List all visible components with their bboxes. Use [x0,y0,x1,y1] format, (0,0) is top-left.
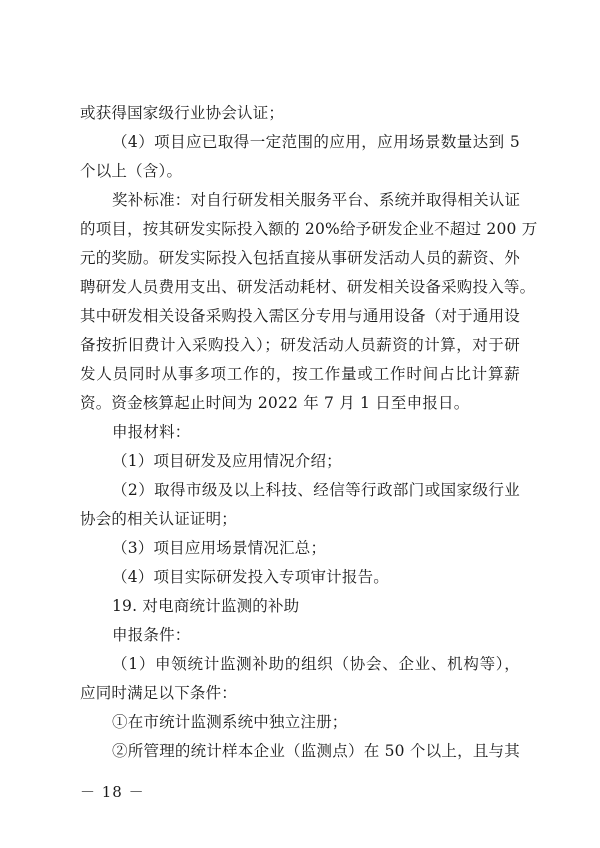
list-item: ①在市统计监测系统中独立注册； [112,712,348,731]
text-line: 发人员同时从事多项工作的，按工作量或工作时间占比计算薪 [80,364,520,383]
text-line: 聘研发人员费用支出、研发活动耗材、研发相关设备采购投入等。 [80,277,536,296]
text-line: 应同时满足以下条件： [80,683,238,702]
list-item: ②所管理的统计样本企业（监测点）在 50 个以上，且与其 [112,741,520,760]
text-line: 或获得国家级行业协会认证； [80,104,285,122]
text-line: （4）项目应已取得一定范围的应用，应用场景数量达到 5 [112,132,520,151]
list-item: （4）项目实际研发投入专项审计报告。 [112,567,389,586]
page-number: － 18 － [80,783,145,801]
section-heading: 申报条件： [112,625,191,644]
text-line: 奖补标准：对自行研发相关服务平台、系统并取得相关认证 [112,190,521,209]
section-heading: 申报材料： [112,422,191,441]
list-item: （1）申领统计监测补助的组织（协会、企业、机构等）， [112,654,520,673]
list-item: （3）项目应用场景情况汇总； [112,538,327,557]
text-line: 协会的相关认证证明； [80,509,238,528]
list-item: （1）项目研发及应用情况介绍； [112,451,342,470]
text-line: 元的奖励。研发实际投入包括直接从事研发活动人员的薪资、外 [80,248,520,267]
text-line: 的项目，按其研发实际投入额的 20%给予研发企业不超过 200 万 [80,219,538,238]
text-line: 个以上（含）。 [80,161,183,180]
text-line: 其中研发相关设备采购投入需区分专用与通用设备（对于通用设 [80,306,520,325]
section-heading: 19. 对电商统计监测的补助 [112,596,300,615]
text-line: 资。资金核算起止时间为 2022 年 7 月 1 日至申报日。 [80,393,470,412]
list-item: （2）取得市级及以上科技、经信等行政部门或国家级行业 [112,480,520,499]
text-line: 备按折旧费计入采购投入）；研发活动人员薪资的计算，对于研 [80,335,520,354]
